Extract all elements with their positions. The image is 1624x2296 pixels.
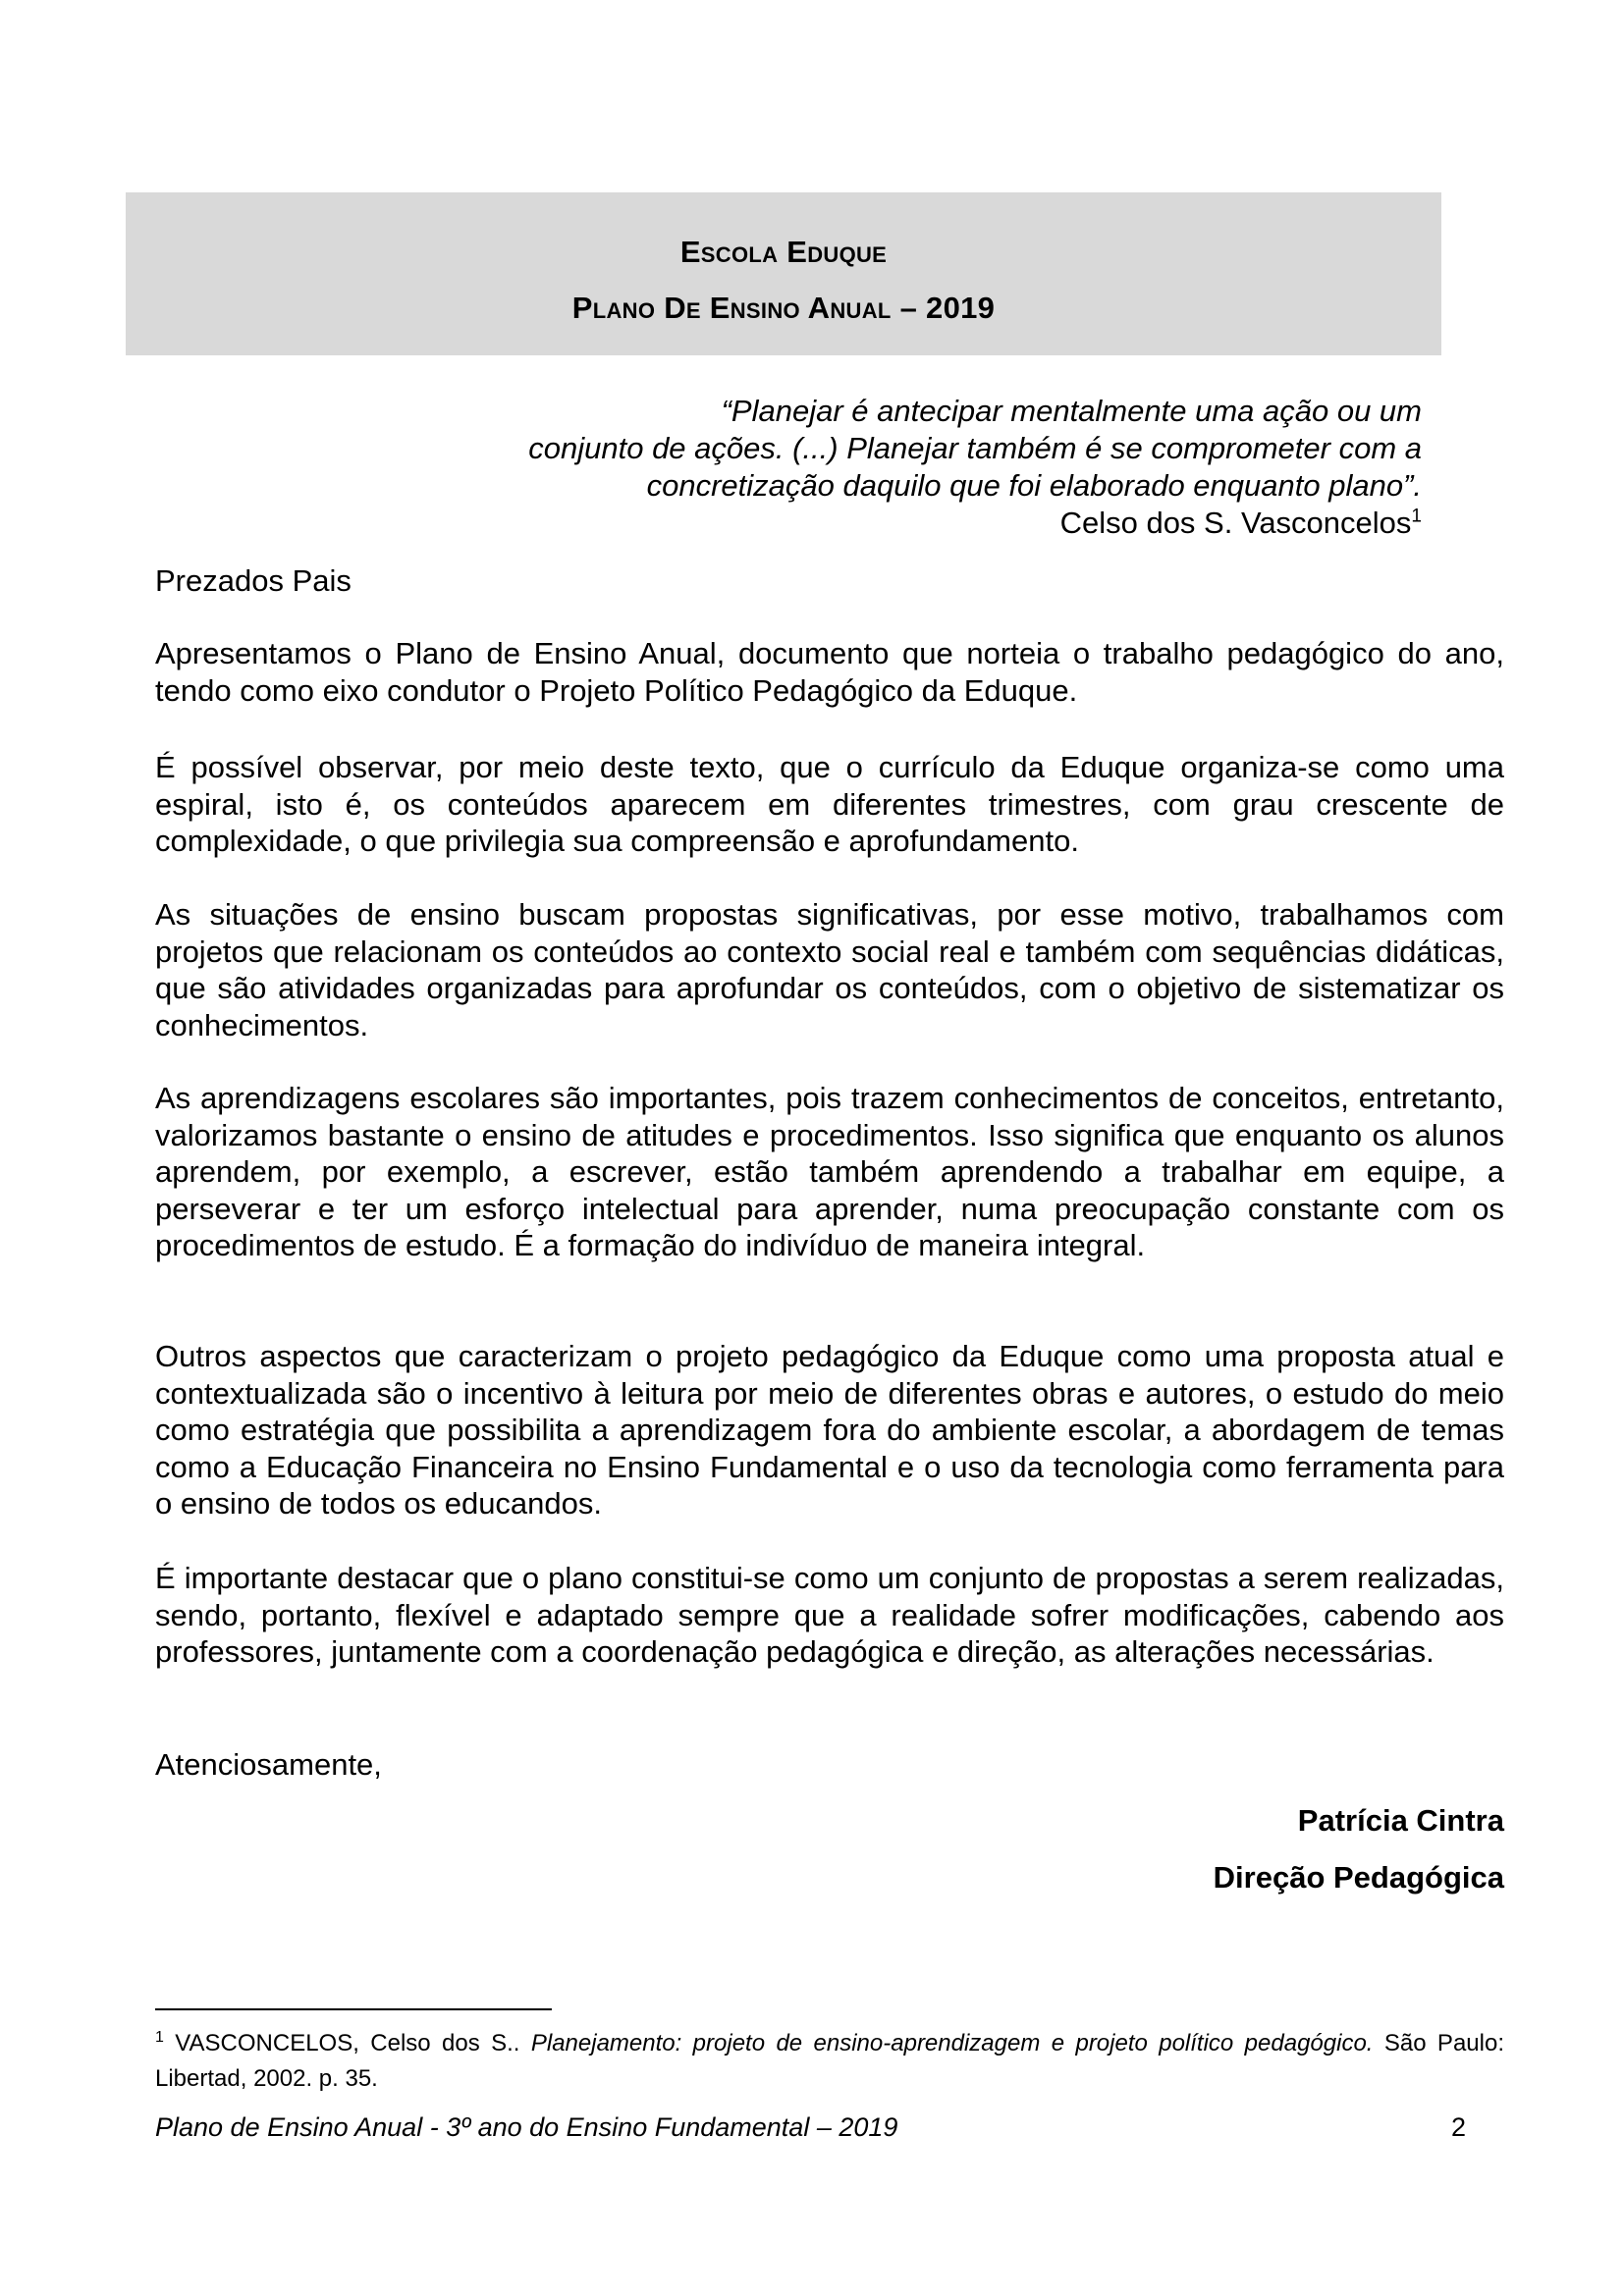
epigraph-line: concretização daquilo que foi elaborado enquanto plano”. <box>646 468 1422 503</box>
body-paragraph: As situações de ensino buscam propostas significativas, por esse motivo, trabalhamos com projetos que relacionam os conteúdos ao contexto social real e também com sequências didáticas, que são atividades organizadas para aprofundar os conteúdos, com o objetivo de sistematizar os conhecimentos. <box>155 897 1504 1042</box>
signature-role: Direção Pedagógica <box>1213 1860 1504 1895</box>
body-paragraph: As aprendizagens escolares são importantes, pois trazem conhecimentos de conceitos, entretanto, valorizamos bastante o ensino de atitudes e procedimentos. Isso significa que enquanto os alunos aprendem, por exemplo, a escrever, estão também aprendendo a trabalhar em equipe, a perseverar e ter um esforço intelectual para aprender, numa preocupação constante com os procedimentos de estudo. É a formação do indivíduo de maneira integral. <box>155 1081 1504 1262</box>
epigraph-line: “Planejar é antecipar mentalmente uma ação ou um <box>721 394 1422 428</box>
plan-title: Plano De Ensino Anual – 2019 <box>571 291 996 325</box>
body-paragraph: Apresentamos o Plano de Ensino Anual, documento que norteia o trabalho pedagógico do ano, tendo como eixo condutor o Projeto Político Pedagógico da Eduque. <box>155 636 1504 708</box>
footnote-publication: São Paulo: Libertad, 2002. p. 35. <box>155 2030 1504 2092</box>
footnote-divider <box>155 2008 552 2010</box>
page-footer-text: Plano de Ensino Anual - 3º ano do Ensino Fundamental – 2019 <box>155 2112 898 2142</box>
footnote-author: VASCONCELOS, Celso dos S.. <box>175 2030 520 2056</box>
epigraph-author: Celso dos S. Vasconcelos <box>1059 506 1412 540</box>
epigraph-author-line <box>342 505 1422 542</box>
body-paragraph: Outros aspectos que caracterizam o projeto pedagógico da Eduque como uma proposta atual e contextualizada são o incentivo à leitura por meio de diferentes obras e autores, o estudo do meio como estratégia que possibilita a aprendizagem fora do ambiente escolar, a abordagem de temas como a Educação Financeira no Ensino Fundamental e o uso da tecnologia como ferramenta para o ensino de todos os educandos. <box>155 1339 1504 1521</box>
body-paragraph: É importante destacar que o plano constitui-se como um conjunto de propostas a serem realizadas, sendo, portanto, flexível e adaptado sempre que a realidade sofrer modificações, cabendo aos professores, juntamente com a coordenação pedagógica e direção, as alterações necessárias. <box>155 1561 1504 1669</box>
footnote <box>155 2026 1504 2097</box>
epigraph-line: conjunto de ações. (...) Planejar também é se comprometer com a <box>528 431 1422 465</box>
closing: Atenciosamente, <box>155 1747 382 1782</box>
footnote-title: Planejamento: projeto de ensino-aprendizagem e projeto político pedagógico. <box>530 2030 1374 2056</box>
school-name: Escola Eduque <box>679 235 888 269</box>
signature-name: Patrícia Cintra <box>1297 1803 1504 1838</box>
document-header <box>126 192 1441 355</box>
greeting: Prezados Pais <box>155 563 352 598</box>
page-number: 2 <box>1451 2112 1467 2142</box>
body-paragraph: É possível observar, por meio deste texto, que o currículo da Eduque organiza-se como uma espiral, isto é, os conteúdos aparecem em diferentes trimestres, com grau crescente de complexidade, o que privilegia sua compreensão e aprofundamento. <box>155 750 1504 858</box>
epigraph <box>342 393 1422 542</box>
epigraph-footnote-mark: 1 <box>1411 506 1422 527</box>
footnote-mark: 1 <box>155 2029 164 2046</box>
